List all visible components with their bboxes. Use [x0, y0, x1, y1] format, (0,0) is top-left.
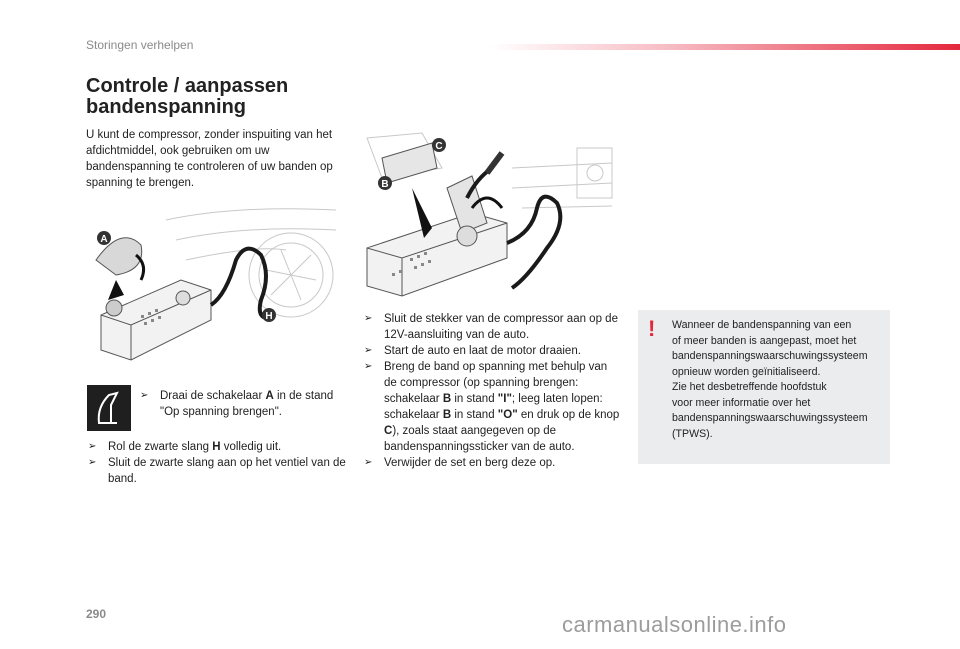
steps-left-bottom — [88, 439, 346, 487]
compressor-illustration-a-h — [86, 200, 346, 365]
bullet-marker: ➢ — [364, 313, 373, 324]
bullet-marker: ➢ — [364, 345, 373, 356]
header-accent-line — [490, 44, 960, 50]
label-h: H — [265, 311, 273, 322]
page-number: 290 — [86, 607, 107, 621]
steps-right — [364, 311, 622, 471]
list-item: ➢ Sluit de zwarte slang aan op het ventiel van de band. — [88, 457, 346, 485]
steps-left-top — [140, 388, 345, 420]
title-line-1: Controle / aanpassen — [86, 75, 289, 97]
intro-paragraph: U kunt de compressor, zonder inspuiting van het afdichtmiddel, ook gebruiken om uw bandenspanning te controleren of uw banden op spanning te brengen. — [86, 129, 333, 189]
label-b: B — [381, 179, 389, 190]
list-item: ➢ Draai de schakelaar A in de stand "Op spanning brengen". — [140, 390, 334, 418]
switch-position-icon — [87, 385, 131, 431]
label-a: A — [100, 234, 108, 245]
warning-text: Wanneer de bandenspanning van een of meer banden is aangepast, moet het bandenspanningswaarschuwingssysteem opnieuw worden geïnitialiseerd. Zie het desbetreffende hoofdstuk voor meer informatie over het bandenspanningswaarschuwingssysteem (TPWS). — [672, 319, 868, 440]
label-c: C — [435, 141, 443, 152]
list-item: ➢ Breng de band op spanning met behulp van de compressor (op spanning brengen: schakelaar B in stand "I"; leeg laten lopen: schakelaar B in stand "O" en druk op de knop C), zoals staat aangegeven op de bandenspanningssticker van de auto. — [364, 361, 620, 453]
bullet-marker: ➢ — [88, 441, 97, 452]
exclamation-icon: ! — [648, 316, 656, 341]
section-header: Storingen verhelpen — [86, 38, 194, 52]
list-item: ➢ Sluit de stekker van de compressor aan op de 12V-aansluiting van de auto. — [364, 313, 618, 341]
watermark: carmanualsonline.info — [562, 612, 787, 637]
page-title — [86, 76, 346, 118]
bullet-marker: ➢ — [140, 390, 149, 401]
list-item: ➢ Rol de zwarte slang H volledig uit. — [88, 441, 282, 453]
bullet-marker: ➢ — [364, 457, 373, 468]
bullet-marker: ➢ — [364, 361, 373, 372]
warning-box — [638, 310, 890, 464]
compressor-illustration-b-c — [362, 128, 616, 300]
list-item: ➢ Verwijder de set en berg deze op. — [364, 457, 556, 469]
list-item: ➢ Start de auto en laat de motor draaien. — [364, 345, 581, 357]
title-line-2: bandenspanning — [86, 96, 246, 118]
bullet-marker: ➢ — [88, 457, 97, 468]
